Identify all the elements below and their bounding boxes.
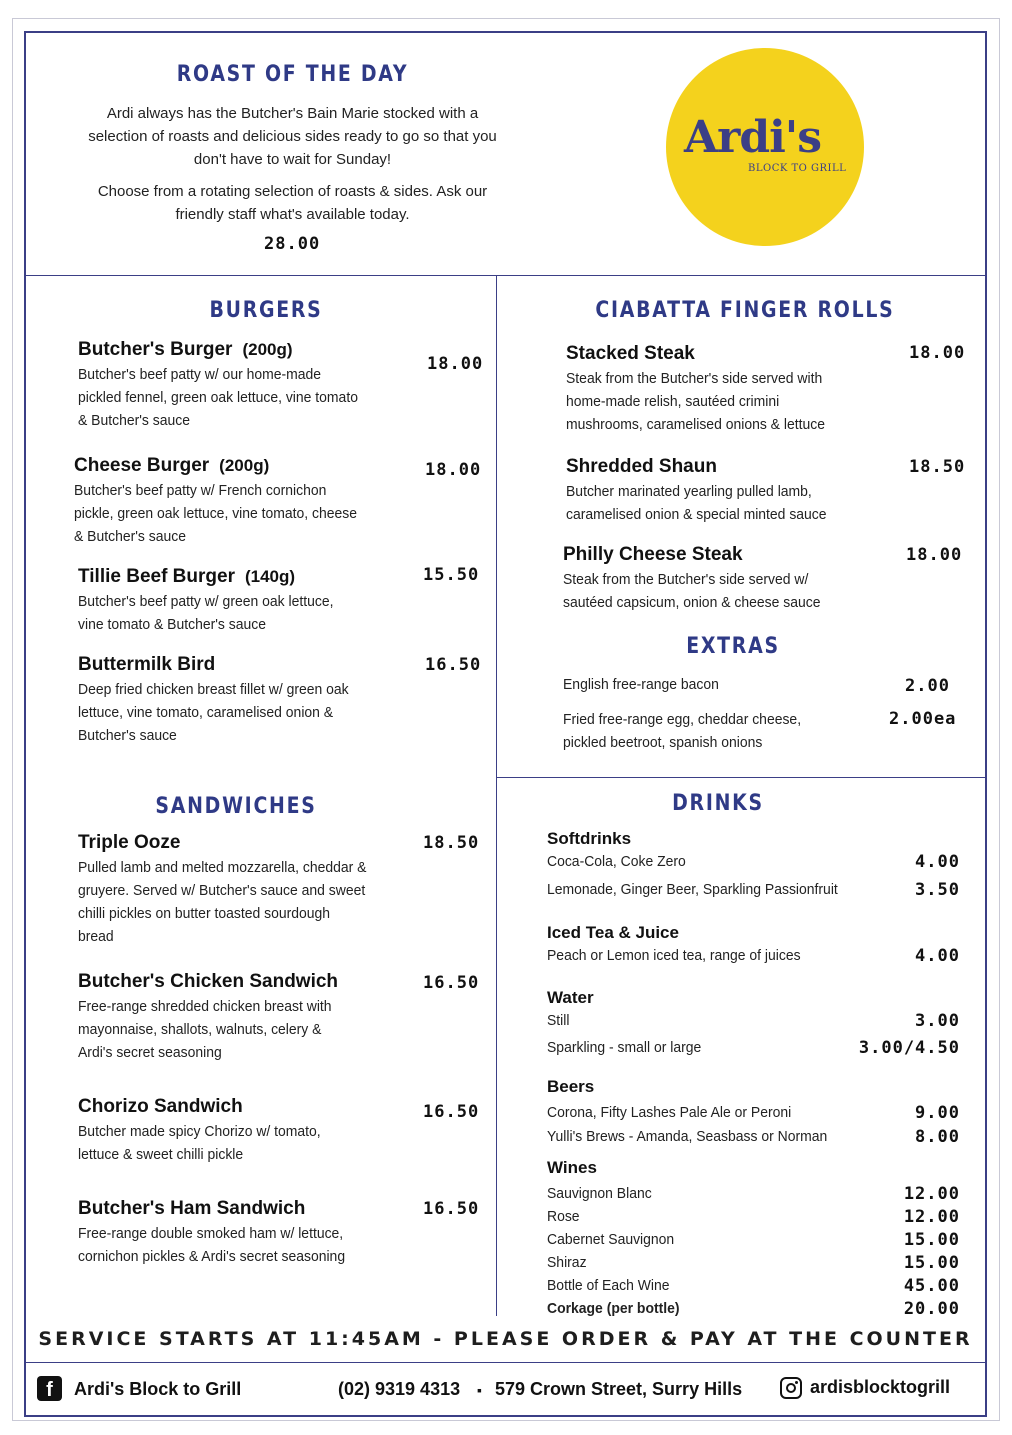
item-name xyxy=(78,971,338,993)
item-title: Butcher's Burger xyxy=(78,339,233,360)
facebook-icon[interactable]: f xyxy=(37,1376,62,1401)
item-description xyxy=(78,856,394,948)
drink-item-label: Yulli's Brews - Amanda, Seasbass or Norman xyxy=(547,1128,828,1145)
roast-title: ROAST OF THE DAY xyxy=(176,62,409,87)
description-line: Fried free-range egg, cheddar cheese, xyxy=(563,711,802,728)
item-price: 16.50 xyxy=(425,655,482,675)
description-line: Deep fried chicken breast fillet w/ green oak xyxy=(78,681,349,698)
description-line: Butcher marinated yearling pulled lamb, xyxy=(566,483,812,500)
sandwiches-title: SANDWICHES xyxy=(155,794,317,819)
item-title: Tillie Beef Burger xyxy=(78,566,235,587)
item-size: (140g) xyxy=(244,567,296,586)
item-name xyxy=(78,832,180,854)
description-line: Butcher's sauce xyxy=(78,727,177,744)
description-line: vine tomato & Butcher's sauce xyxy=(78,616,266,633)
address: 579 Crown Street, Surry Hills xyxy=(495,1379,743,1399)
drink-item-label: Cabernet Sauvignon xyxy=(547,1231,675,1248)
roast-description xyxy=(60,102,525,226)
description-line: Free-range shredded chicken breast with xyxy=(78,998,332,1015)
description-line: Steak from the Butcher's side served w/ xyxy=(563,571,809,588)
extra-description xyxy=(563,708,861,754)
description-line: Steak from the Butcher's side served with xyxy=(566,370,823,387)
drink-item-price: 3.00/4.50 xyxy=(858,1038,960,1058)
item-description xyxy=(566,367,882,436)
drink-item-label: Sparkling - small or large xyxy=(547,1039,702,1056)
description-line: caramelised onion & special minted sauce xyxy=(566,506,827,523)
item-price: 15.50 xyxy=(423,565,480,585)
item-title: Cheese Burger xyxy=(74,455,210,476)
item-name xyxy=(566,456,717,478)
item-price: 16.50 xyxy=(423,1199,480,1219)
burgers-title: BURGERS xyxy=(209,298,323,323)
drink-item-label: Corkage (per bottle) xyxy=(547,1300,680,1317)
description-line: chilli pickles on butter toasted sourdough xyxy=(78,905,331,922)
drink-item-label: Lemonade, Ginger Beer, Sparkling Passionfruit xyxy=(547,881,838,898)
description-line: Butcher's beef patty w/ green oak lettuce, xyxy=(78,593,334,610)
item-description xyxy=(78,995,394,1064)
item-title: Butcher's Ham Sandwich xyxy=(78,1198,306,1219)
description-line: pickled fennel, green oak lettuce, vine tomato xyxy=(78,389,358,406)
drink-item-label: Peach or Lemon iced tea, range of juices xyxy=(547,947,801,964)
item-description xyxy=(78,363,394,432)
description-line: Butcher made spicy Chorizo w/ tomato, xyxy=(78,1123,321,1140)
divider-columns xyxy=(496,276,497,1316)
drink-group-title: Wines xyxy=(547,1158,597,1177)
roast-price: 28.00 xyxy=(264,234,321,254)
divider-drinks xyxy=(497,777,987,778)
drink-item-price: 12.00 xyxy=(903,1184,960,1204)
item-size: (200g) xyxy=(242,340,293,359)
item-title: Buttermilk Bird xyxy=(78,654,216,675)
item-description xyxy=(566,480,882,526)
footer-separator: ▪ xyxy=(477,1382,482,1398)
drink-item-price: 15.00 xyxy=(903,1253,960,1273)
item-price: 16.50 xyxy=(423,973,480,993)
item-name xyxy=(78,1096,243,1118)
item-size: (200g) xyxy=(219,456,270,475)
item-price: 18.00 xyxy=(427,354,484,374)
divider-footer xyxy=(24,1362,987,1363)
item-description xyxy=(78,590,394,636)
drink-item-price: 8.00 xyxy=(915,1127,960,1147)
roast-desc-line: don't have to wait for Sunday! xyxy=(193,151,392,168)
drink-item-price: 4.00 xyxy=(915,946,960,966)
description-line: & Butcher's sauce xyxy=(74,528,187,545)
drink-item-label: Rose xyxy=(547,1208,580,1225)
description-line: pickle, green oak lettuce, vine tomato, cheese xyxy=(74,505,358,522)
description-line: English free-range bacon xyxy=(563,676,719,693)
item-description xyxy=(74,479,390,548)
extra-price: 2.00ea xyxy=(889,709,957,729)
extra-price: 2.00 xyxy=(905,676,950,696)
divider-roast xyxy=(24,275,987,276)
roast-desc-line: friendly staff what's available today. xyxy=(175,206,410,223)
description-line: cornichon pickles & Ardi's secret seasoning xyxy=(78,1248,346,1265)
item-title: Stacked Steak xyxy=(566,343,695,364)
drink-item-label: Sauvignon Blanc xyxy=(547,1185,652,1202)
drink-item-price: 3.50 xyxy=(915,880,960,900)
drink-item-price: 20.00 xyxy=(903,1299,960,1319)
instagram-icon[interactable] xyxy=(780,1377,802,1399)
drinks-title: DRINKS xyxy=(672,791,764,816)
drink-item-label: Coca-Cola, Coke Zero xyxy=(547,853,686,870)
drink-group-title: Water xyxy=(547,988,594,1007)
facebook-handle[interactable]: Ardi's Block to Grill xyxy=(74,1379,242,1399)
drink-item-price: 15.00 xyxy=(903,1230,960,1250)
extra-description xyxy=(563,673,861,696)
description-line: bread xyxy=(78,928,114,945)
service-banner: SERVICE STARTS AT 11:45AM - PLEASE ORDER & PAY AT THE COUNTER xyxy=(38,1328,973,1350)
description-line: Free-range double smoked ham w/ lettuce, xyxy=(78,1225,344,1242)
item-title: Butcher's Chicken Sandwich xyxy=(78,971,339,992)
drink-group-title: Beers xyxy=(547,1077,595,1096)
item-price: 18.00 xyxy=(906,545,963,565)
item-title: Shredded Shaun xyxy=(566,456,717,477)
description-line: & Butcher's sauce xyxy=(78,412,191,429)
drink-group-title: Iced Tea & Juice xyxy=(547,923,679,942)
roast-desc-line: Ardi always has the Butcher's Bain Marie stocked with a xyxy=(106,105,479,122)
drink-item-price: 45.00 xyxy=(903,1276,960,1296)
description-line: mushrooms, caramelised onions & lettuce xyxy=(566,416,825,433)
item-price: 18.50 xyxy=(909,457,966,477)
item-description xyxy=(563,568,879,614)
description-line: sautéed capsicum, onion & cheese sauce xyxy=(563,594,821,611)
roast-desc-line: Choose from a rotating selection of roasts & sides. Ask our xyxy=(97,183,488,200)
item-price: 18.00 xyxy=(425,460,482,480)
phone-number[interactable]: (02) 9319 4313 xyxy=(338,1379,461,1399)
description-line: mayonnaise, shallots, walnuts, celery & xyxy=(78,1021,322,1038)
drink-item-price: 9.00 xyxy=(915,1103,960,1123)
drink-item-price: 4.00 xyxy=(915,852,960,872)
drink-item-price: 3.00 xyxy=(915,1011,960,1031)
item-name xyxy=(78,654,215,676)
item-price: 16.50 xyxy=(423,1102,480,1122)
description-line: gruyere. Served w/ Butcher's sauce and sweet xyxy=(78,882,366,899)
item-name xyxy=(563,544,743,566)
instagram-handle[interactable]: ardisblocktogrill xyxy=(810,1377,951,1397)
item-title: Philly Cheese Steak xyxy=(563,544,743,565)
drink-item-label: Corona, Fifty Lashes Pale Ale or Peroni xyxy=(547,1104,792,1121)
drink-item-label: Shiraz xyxy=(547,1254,587,1271)
drink-item-label: Still xyxy=(547,1012,570,1029)
item-title: Chorizo Sandwich xyxy=(78,1096,243,1117)
logo-tagline: BLOCK TO GRILL xyxy=(748,163,847,174)
description-line: Ardi's secret seasoning xyxy=(78,1044,222,1061)
item-description xyxy=(78,678,394,747)
item-name xyxy=(78,1198,305,1220)
item-name xyxy=(566,343,695,365)
logo-wordmark: Ardi's xyxy=(684,112,822,163)
drink-item-label: Bottle of Each Wine xyxy=(547,1277,670,1294)
drink-item-price: 12.00 xyxy=(903,1207,960,1227)
item-title: Triple Ooze xyxy=(78,832,181,853)
description-line: home-made relish, sautéed crimini xyxy=(566,393,780,410)
roast-desc-line: selection of roasts and delicious sides ready to go so that you xyxy=(88,128,497,145)
description-line: lettuce & sweet chilli pickle xyxy=(78,1146,244,1163)
item-price: 18.00 xyxy=(909,343,966,363)
ciabatta-title: CIABATTA FINGER ROLLS xyxy=(595,298,895,323)
extras-title: EXTRAS xyxy=(686,634,780,659)
description-line: pickled beetroot, spanish onions xyxy=(563,734,763,751)
item-description xyxy=(78,1222,394,1268)
drink-group-title: Softdrinks xyxy=(547,829,632,848)
description-line: lettuce, vine tomato, caramelised onion & xyxy=(78,704,334,721)
item-name xyxy=(78,566,295,588)
item-name xyxy=(78,339,293,361)
description-line: Pulled lamb and melted mozzarella, cheddar & xyxy=(78,859,367,876)
item-name xyxy=(74,455,269,477)
description-line: Butcher's beef patty w/ French cornichon xyxy=(74,482,327,499)
item-price: 18.50 xyxy=(423,833,480,853)
item-description xyxy=(78,1120,394,1166)
description-line: Butcher's beef patty w/ our home-made xyxy=(78,366,322,383)
